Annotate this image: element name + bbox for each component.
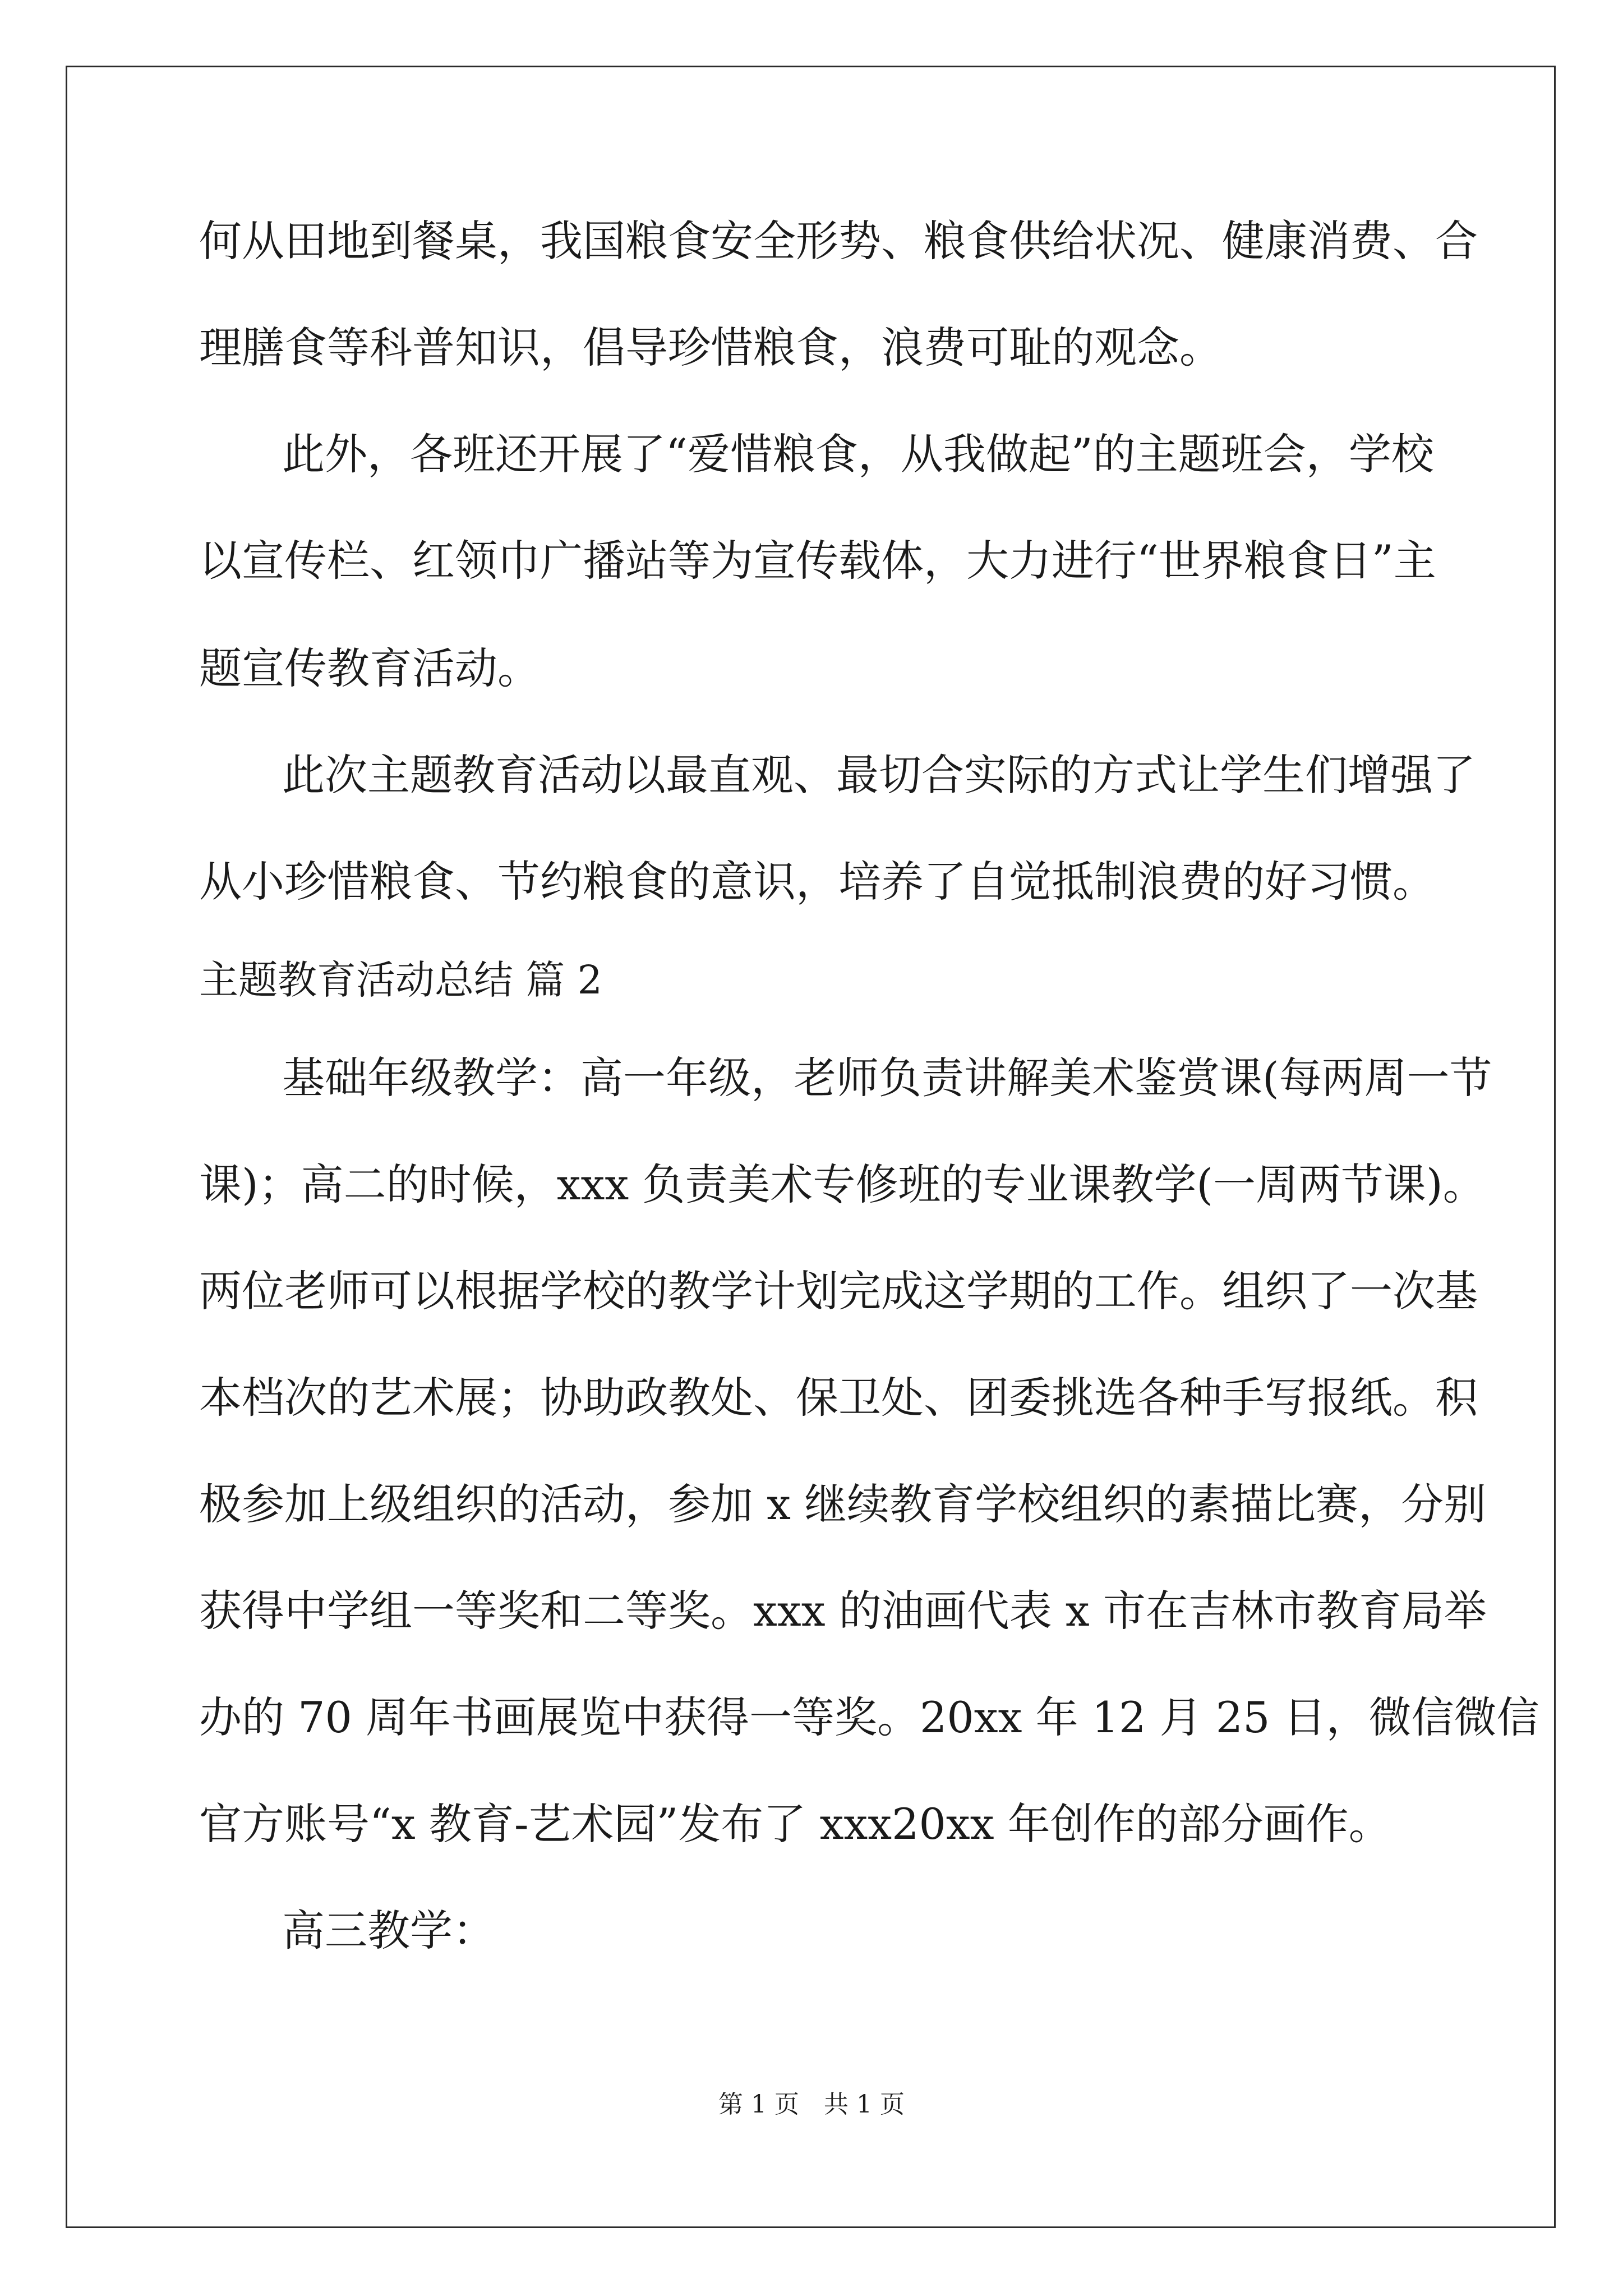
paragraph-line: 理膳食等科普知识，倡导珍惜粮食，浪费可耻的观念。 bbox=[199, 323, 1222, 372]
paragraph-line: 课)；高二的时候，xxx 负责美术专修班的专业课教学(一周两节课)。 bbox=[199, 1159, 1486, 1209]
paragraph-line: 本档次的艺术展；协助政教处、保卫处、团委挑选各种手写报纸。积 bbox=[199, 1373, 1478, 1423]
paragraph-line: 此外，各班还开展了“爱惜粮食，从我做起”的主题班会，学校 bbox=[282, 429, 1434, 479]
paragraph-line: 获得中学组一等奖和二等奖。xxx 的油画代表 x 市在吉林市教育局举 bbox=[199, 1586, 1487, 1636]
paragraph-line: 题宣传教育活动。 bbox=[199, 643, 540, 693]
paragraph-line: 两位老师可以根据学校的教学计划完成这学期的工作。组织了一次基 bbox=[199, 1266, 1478, 1316]
paragraph-line: 官方账号“x 教育-艺术园”发布了 xxx20xx 年创作的部分画作。 bbox=[199, 1799, 1391, 1849]
paragraph-line: 以宣传栏、红领巾广播站等为宣传载体，大力进行“世界粮食日”主 bbox=[199, 536, 1436, 586]
paragraph-line: 高三教学： bbox=[282, 1906, 495, 1955]
paragraph-line: 何从田地到餐桌，我国粮食安全形势、粮食供给状况、健康消费、合 bbox=[199, 216, 1478, 266]
section-heading: 主题教育活动总结 篇 2 bbox=[199, 957, 603, 1003]
paragraph-line: 此次主题教育活动以最直观、最切合实际的方式让学生们增强了 bbox=[282, 750, 1476, 800]
paragraph-line: 极参加上级组织的活动，参加 x 继续教育学校组织的素描比赛，分别 bbox=[199, 1479, 1487, 1529]
paragraph-line: 从小珍惜粮食、节约粮食的意识，培养了自觉抵制浪费的好习惯。 bbox=[199, 857, 1435, 907]
paragraph-line: 基础年级教学：高一年级，老师负责讲解美术鉴赏课(每两周一节 bbox=[282, 1053, 1492, 1103]
page-footer: 第 1 页 共 1 页 bbox=[718, 2090, 905, 2119]
paragraph-line: 办的 70 周年书画展览中获得一等奖。20xx 年 12 月 25 日，微信微信 bbox=[199, 1692, 1539, 1742]
